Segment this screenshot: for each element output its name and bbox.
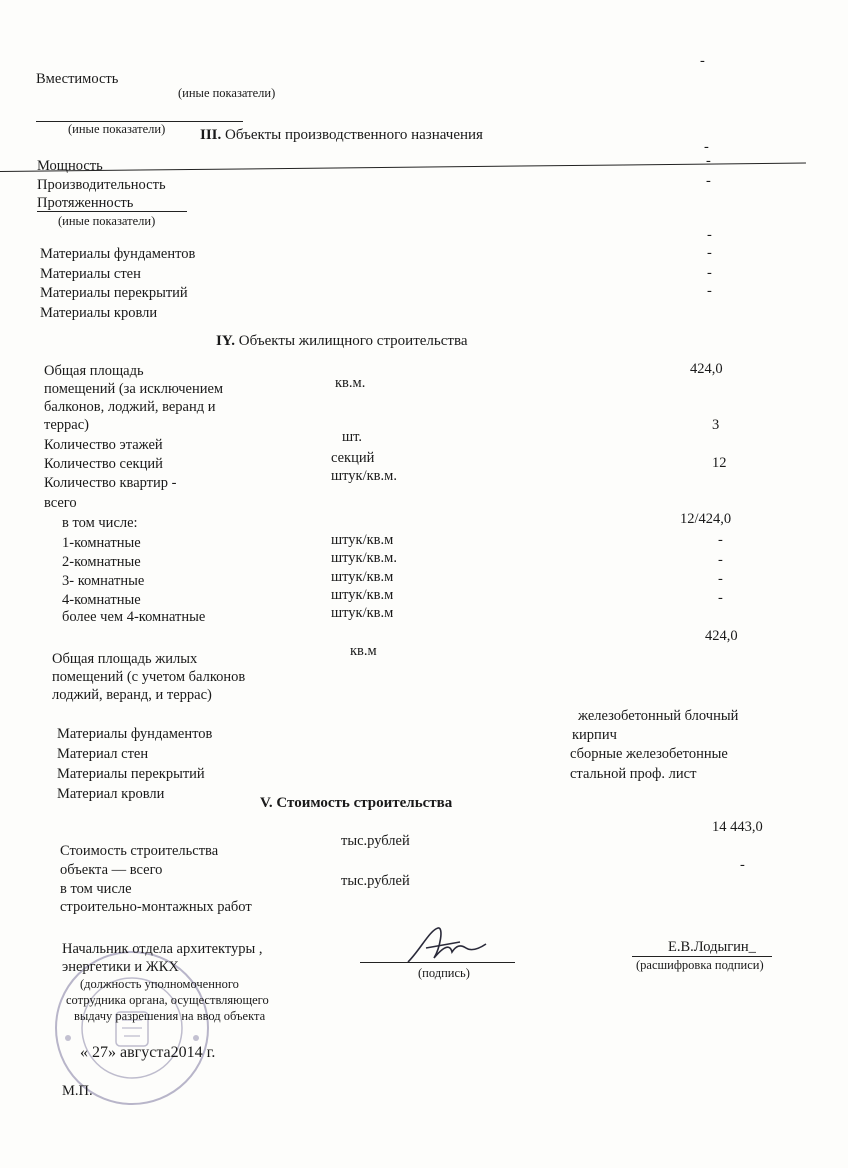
cost-unit: тыс.рублей [341, 833, 410, 849]
cost-value: 14 443,0 [712, 819, 763, 835]
floors-value: 3 [712, 417, 720, 433]
other-indicators-caption: (иные показатели) [178, 86, 276, 100]
total-area-value: 424,0 [690, 361, 723, 377]
other-indicators-caption: (иные показатели) [58, 214, 156, 228]
floor-materials-label: Материалы перекрытий [40, 285, 188, 301]
room-type-unit: штук/кв.м. [331, 550, 397, 566]
position-caption: выдачу разрешения на ввод объекта [74, 1009, 266, 1023]
living-area-label: помещений (с учетом балконов [52, 669, 246, 685]
foundation-materials-label: Материалы фундаментов [40, 246, 196, 262]
signature-caption: (подпись) [418, 966, 470, 980]
position-caption: сотрудника органа, осуществляющего [66, 993, 269, 1007]
room-type-unit: штук/кв.м [331, 532, 394, 548]
roof-materials-label: Материал кровли [57, 786, 165, 802]
power-label: Мощность [37, 158, 103, 174]
cost-label: объекта — всего [60, 862, 163, 878]
official-name: Е.В.Лодыгин_ [668, 939, 756, 955]
length-label: Протяженность [37, 195, 134, 211]
total-area-unit: кв.м. [335, 375, 366, 391]
total-area-label: помещений (за исключением [44, 381, 224, 397]
roof-materials-label: Материалы кровли [40, 305, 158, 321]
floor-materials-label: Материалы перекрытий [57, 766, 205, 782]
roof-materials-value: стальной проф. лист [570, 766, 697, 782]
section-iv-heading [216, 332, 468, 350]
living-area-value: 424,0 [705, 628, 738, 644]
foundation-materials-value: железобетонный блочный [578, 708, 739, 724]
construction-works-unit: тыс.рублей [341, 873, 410, 889]
construction-works-label: строительно-монтажных работ [60, 899, 252, 915]
position-caption: (должность уполномоченного [80, 977, 239, 991]
productivity-label: Производительность [37, 177, 166, 193]
floor-materials-value: сборные железобетонные [570, 746, 728, 762]
seal-place-label: М.П. [62, 1083, 93, 1099]
floors-unit: шт. [342, 429, 363, 445]
room-type-unit: штук/кв.м [331, 605, 394, 621]
wall-materials-label: Материал стен [57, 746, 149, 762]
total-area-label: балконов, лоджий, веранд и [44, 399, 216, 415]
sections-unit: секций [331, 450, 375, 466]
section-number: IY. [216, 333, 236, 349]
section-title: Объекты жилищного строительства [238, 333, 468, 349]
room-type-value: - [718, 532, 723, 548]
construction-works-label: в том числе [60, 881, 132, 897]
productivity-value: - [706, 173, 711, 189]
apartments-value: 12/424,0 [680, 511, 732, 527]
wall-materials-value: - [707, 265, 712, 281]
foundation-materials-value: - [707, 245, 712, 261]
section-title: Объекты производственного назначения [225, 127, 483, 143]
room-type-value: - [718, 590, 723, 606]
official-position: энергетики и ЖКХ [62, 959, 179, 975]
wall-materials-label: Материалы стен [40, 266, 141, 282]
room-type-value: - [718, 552, 723, 568]
living-area-unit: кв.м [350, 643, 377, 659]
room-type-unit: штук/кв.м [331, 587, 394, 603]
including-label: в том числе: [62, 515, 138, 531]
living-area-label: Общая площадь жилых [52, 651, 198, 667]
total-area-label: террас) [44, 417, 89, 433]
total-area-label: Общая площадь [44, 363, 144, 379]
issue-date: « 27» августа2014 г. [80, 1044, 216, 1061]
power-value: - [706, 153, 711, 169]
floor-materials-value: - [707, 283, 712, 299]
signature-line [360, 962, 515, 963]
section-v-heading: V. Стоимость строительства [260, 795, 453, 811]
name-caption: (расшифровка подписи) [636, 958, 764, 972]
section-iii-heading [200, 126, 483, 144]
divider-line [0, 163, 806, 172]
cost-label: Стоимость строительства [60, 843, 219, 859]
foundation-materials-label: Материалы фундаментов [57, 726, 213, 742]
sections-label: Количество секций [44, 456, 163, 472]
room-type-label: 2-комнатные [62, 554, 141, 570]
room-type-unit: штук/кв.м [331, 569, 394, 585]
apartments-unit: штук/кв.м. [331, 468, 397, 484]
section-number: III. [200, 127, 222, 143]
dash-mark: - [704, 139, 709, 155]
dash-mark: - [700, 53, 705, 69]
apartments-label: Количество квартир - [44, 475, 177, 491]
living-area-label: лоджий, веранд, и террас) [52, 687, 212, 703]
other-indicators-caption: (иные показатели) [68, 122, 166, 136]
room-type-label: 3- комнатные [62, 573, 145, 589]
official-position: Начальник отдела архитектуры , [62, 941, 263, 957]
room-type-label: 1-комнатные [62, 535, 141, 551]
apartments-label: всего [44, 495, 77, 511]
wall-materials-value: кирпич [572, 727, 617, 743]
room-type-label: более чем 4-комнатные [62, 609, 206, 625]
room-type-label: 4-комнатные [62, 592, 141, 608]
floors-label: Количество этажей [44, 437, 163, 453]
construction-works-value: - [740, 857, 745, 873]
room-type-value: - [718, 571, 723, 587]
sections-value: 12 [712, 455, 727, 471]
dash-mark: - [707, 227, 712, 243]
capacity-label: Вместимость [36, 71, 119, 87]
